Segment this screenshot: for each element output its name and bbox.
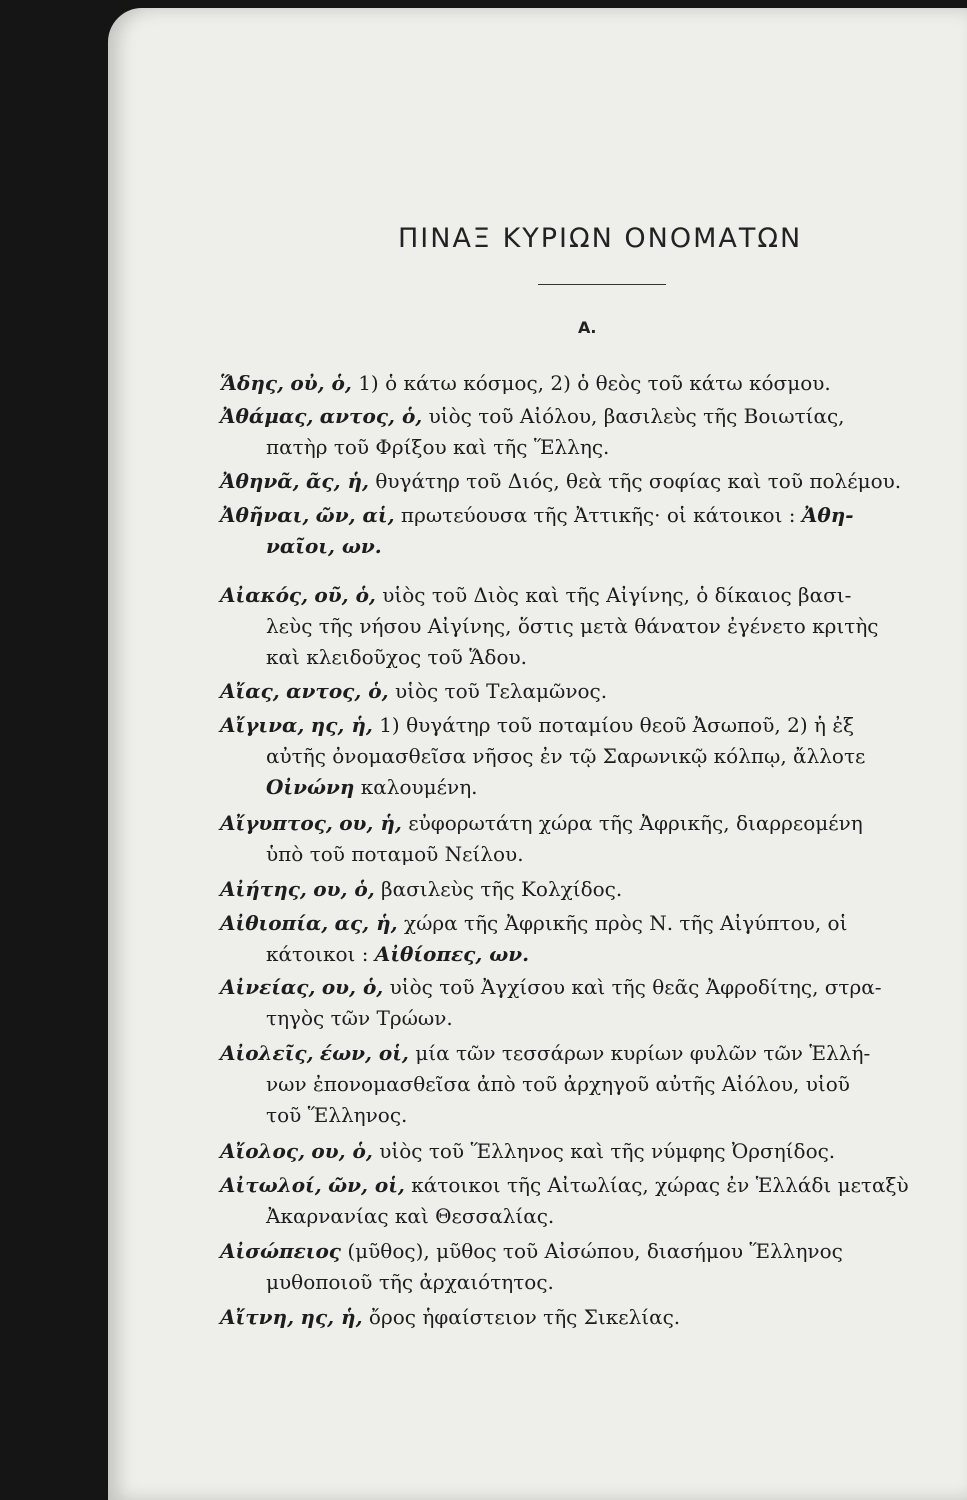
entry-headword: Αἴολος,: [220, 1139, 306, 1163]
index-entry: [220, 466, 950, 497]
index-entry: [220, 401, 950, 463]
index-entry: [220, 368, 950, 399]
index-entry: [220, 808, 950, 870]
entry-text: μία τῶν τεσσάρων κυρίων φυλῶν τῶν Ἑλλή-: [415, 1041, 871, 1065]
entry-grammar: ου, ὁ,: [313, 877, 375, 901]
entry-text-continued: καὶ κλειδοῦχος τοῦ Ἅδου.: [266, 645, 528, 669]
entry-headword: Ἀθάμας,: [220, 404, 314, 428]
entry-headword: Ἀθηνᾶ,: [220, 469, 300, 493]
entry-text-continued: κάτοικοι :: [266, 942, 369, 966]
entry-headword: Αἴας,: [220, 679, 280, 703]
entry-text-continued: νων ἐπονομασθεῖσα ἀπὸ τοῦ ἀρχηγοῦ αὐτῆς Αἰόλου, υἱοῦ: [266, 1072, 850, 1096]
entry-text: 1) ὁ κάτω κόσμος, 2) ὁ θεὸς τοῦ κάτω κόσμου.: [358, 371, 831, 395]
entry-headword: Ἅδης,: [220, 371, 285, 395]
entry-grammar: οὐ, ὁ,: [290, 371, 352, 395]
entry-grammar: έων, οἱ,: [319, 1041, 409, 1065]
entry-text-continued: Ἀκαρνανίας καὶ Θεσσαλίας.: [266, 1204, 555, 1228]
entry-text-continued: μυθοποιοῦ τῆς ἀρχαιότητος.: [266, 1270, 554, 1294]
index-entry: [220, 972, 950, 1034]
entry-headword: Αἰσώπειος: [220, 1239, 341, 1263]
entry-text: βασιλεὺς τῆς Κολχίδος.: [381, 877, 623, 901]
entry-grammar: ας, ἡ,: [334, 911, 398, 935]
entry-headword: Αἰθιοπία,: [220, 911, 329, 935]
entry-grammar: οῦ, ὁ,: [314, 583, 376, 607]
index-entry: [220, 1236, 950, 1298]
index-entry: [220, 1302, 950, 1333]
entry-grammar: ου, ὁ,: [311, 1139, 373, 1163]
index-entry: [220, 1038, 950, 1131]
entry-text-continued: καλουμένη.: [360, 775, 478, 799]
index-entry: [220, 500, 950, 562]
entry-grammar: ου, ὁ,: [321, 975, 384, 999]
section-letter: Α.: [578, 318, 597, 337]
entry-grammar: ῶν, οἱ,: [328, 1173, 405, 1197]
entry-crossref: Ἀθη-: [801, 503, 854, 527]
title-rule: [538, 284, 666, 285]
entry-grammar: αντος, ὁ,: [319, 404, 423, 428]
entry-text: υἱὸς τοῦ Αἰόλου, βασιλεὺς τῆς Βοιωτίας,: [428, 404, 845, 428]
index-entry: [220, 676, 950, 707]
entry-text-continued: ὑπὸ τοῦ ποταμοῦ Νείλου.: [266, 842, 524, 866]
index-entry: [220, 580, 950, 673]
entry-text-continued: τηγὸς τῶν Τρώων.: [266, 1006, 453, 1030]
entry-text: ὄρος ἡφαίστειον τῆς Σικελίας.: [368, 1305, 681, 1329]
book-page: [108, 8, 967, 1500]
entry-text-continued: λεὺς τῆς νήσου Αἰγίνης, ὅστις μετὰ θάνατον ἐγένετο κριτὴς: [266, 614, 879, 638]
entry-text: υἱὸς τοῦ Ἕλληνος καὶ τῆς νύμφης Ὀρσηίδος.: [379, 1139, 836, 1163]
entry-crossref: Οἰνώνη: [266, 775, 355, 799]
entry-text: πρωτεύουσα τῆς Ἀττικῆς· οἱ κάτοικοι :: [400, 503, 796, 527]
entry-headword: Αἰακός,: [220, 583, 309, 607]
page-title: ΠΙΝΑΞ ΚΥΡΙΩΝ ΟΝΟΜΑΤΩΝ: [398, 223, 803, 254]
entry-text: χώρα τῆς Ἀφρικῆς πρὸς Ν. τῆς Αἰγύπτου, οἱ: [403, 911, 848, 935]
entry-crossref-continued: ναῖοι, ων.: [266, 534, 382, 558]
entry-headword: Αἴγινα,: [220, 713, 305, 737]
entry-headword: Αἴγυπτος,: [220, 811, 333, 835]
entry-grammar: αντος, ὁ,: [286, 679, 389, 703]
entry-text: υἱὸς τοῦ Διὸς καὶ τῆς Αἰγίνης, ὁ δίκαιος βασι-: [382, 583, 852, 607]
index-entry: [220, 710, 950, 803]
entry-text: (μῦθος), μῦθος τοῦ Αἰσώπου, διασήμου Ἕλληνος: [347, 1239, 843, 1263]
entry-text: υἱὸς τοῦ Ἀγχίσου καὶ τῆς θεᾶς Ἀφροδίτης, στρα-: [389, 975, 882, 999]
index-entry: [220, 874, 950, 905]
entry-text: εὐφορωτάτη χώρα τῆς Ἀφρικῆς, διαρρεομένη: [408, 811, 863, 835]
entry-headword: Αἴτνη,: [220, 1305, 295, 1329]
entry-text: κάτοικοι τῆς Αἰτωλίας, χώρας ἐν Ἑλλάδι μεταξὺ: [411, 1173, 909, 1197]
entry-text: 1) θυγάτηρ τοῦ ποταμίου θεοῦ Ἀσωποῦ, 2) ἡ ἐξ: [379, 713, 855, 737]
entry-grammar: ης, ἡ,: [300, 1305, 363, 1329]
entry-headword: Αἰολεῖς,: [220, 1041, 314, 1065]
entry-grammar: ᾶς, ἡ,: [306, 469, 369, 493]
entry-grammar: ῶν, αἱ,: [315, 503, 395, 527]
entry-text: θυγάτηρ τοῦ Διός, θεὰ τῆς σοφίας καὶ τοῦ πολέμου.: [375, 469, 902, 493]
index-entry: [220, 908, 950, 970]
entry-headword: Αἰήτης,: [220, 877, 307, 901]
entry-text-continued: τοῦ Ἕλληνος.: [266, 1103, 408, 1127]
entry-crossref: Αἰθίοπες, ων.: [374, 942, 530, 966]
entry-headword: Αἰνείας,: [220, 975, 316, 999]
entry-headword: Αἰτωλοί,: [220, 1173, 322, 1197]
entry-grammar: ου, ἡ,: [339, 811, 402, 835]
entry-grammar: ης, ἡ,: [310, 713, 373, 737]
entry-text: υἱὸς τοῦ Τελαμῶνος.: [394, 679, 608, 703]
index-entry: [220, 1170, 950, 1232]
index-entry: [220, 1136, 950, 1167]
entry-text-continued: αὐτῆς ὀνομασθεῖσα νῆσος ἐν τῷ Σαρωνικῷ κόλπῳ, ἄλλοτε: [266, 744, 866, 768]
entry-headword: Ἀθῆναι,: [220, 503, 310, 527]
entry-text-continued: πατὴρ τοῦ Φρίξου καὶ τῆς Ἕλλης.: [266, 435, 610, 459]
